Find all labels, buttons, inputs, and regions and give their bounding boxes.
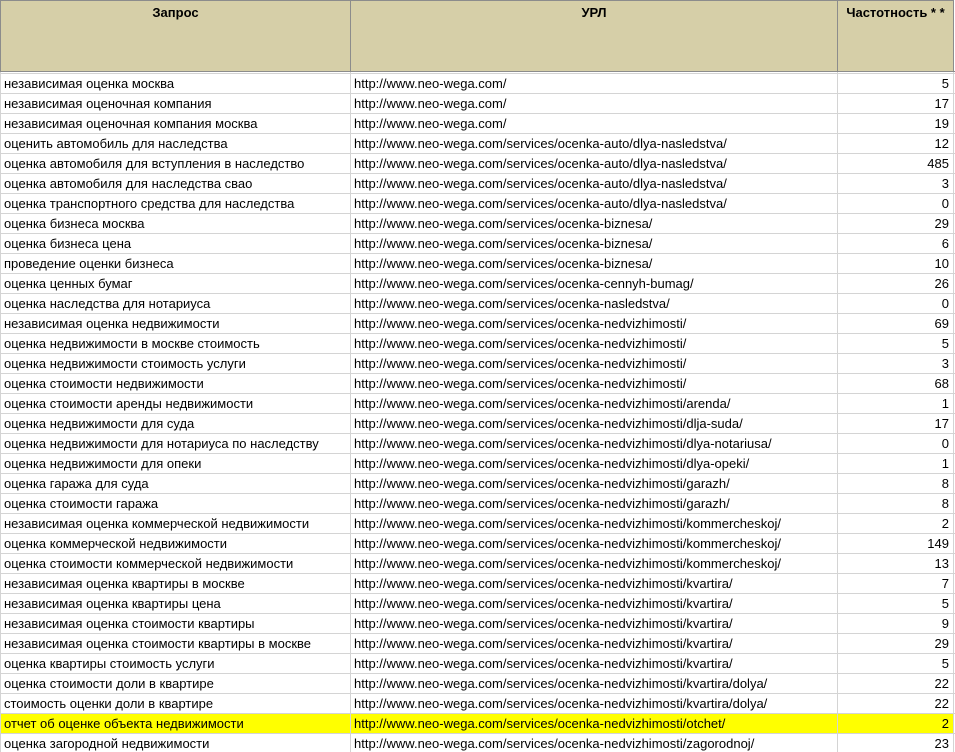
frequency-cell[interactable]: 69 [838,314,954,334]
url-cell[interactable]: http://www.neo-wega.com/services/ocenka-nedvizhimosti/kommercheskoj/ [351,554,838,574]
table-row [1,534,955,554]
frequency-cell[interactable]: 7 [838,574,954,594]
url-cell[interactable]: http://www.neo-wega.com/services/ocenka-nedvizhimosti/ [351,374,838,394]
query-cell[interactable]: оценка недвижимости для опеки [1,454,351,474]
url-cell[interactable]: http://www.neo-wega.com/services/ocenka-auto/dlya-nasledstva/ [351,134,838,154]
query-cell[interactable]: оценка бизнеса москва [1,214,351,234]
frequency-cell[interactable]: 149 [838,534,954,554]
frequency-cell[interactable]: 3 [838,354,954,374]
table-row [1,114,955,134]
table-row [1,374,955,394]
frequency-cell[interactable]: 22 [838,694,954,714]
frequency-cell[interactable]: 17 [838,414,954,434]
query-cell[interactable]: стоимость оценки доли в квартире [1,694,351,714]
query-cell[interactable]: оценка ценных бумаг [1,274,351,294]
table-row [1,514,955,534]
url-cell[interactable]: http://www.neo-wega.com/services/ocenka-nedvizhimosti/kvartira/ [351,654,838,674]
query-cell[interactable]: независимая оценка недвижимости [1,314,351,334]
header-frequency-label: Частотность * * [846,4,945,20]
url-cell[interactable]: http://www.neo-wega.com/services/ocenka-nasledstva/ [351,294,838,314]
query-cell[interactable]: оценка бизнеса цена [1,234,351,254]
frequency-cell[interactable]: 8 [838,494,954,514]
query-cell[interactable]: оценить автомобиль для наследства [1,134,351,154]
query-cell[interactable]: независимая оценка квартиры цена [1,594,351,614]
frequency-cell[interactable]: 0 [838,194,954,214]
query-cell[interactable]: оценка загородной недвижимости [1,734,351,752]
frequency-cell[interactable]: 29 [838,634,954,654]
frequency-cell[interactable]: 2 [838,514,954,534]
table-row [1,634,955,654]
frequency-cell[interactable]: 2 [838,714,954,734]
url-cell[interactable]: http://www.neo-wega.com/services/ocenka-nedvizhimosti/kvartira/ [351,614,838,634]
frequency-cell[interactable]: 485 [838,154,954,174]
table-row [1,574,955,594]
frequency-cell[interactable]: 5 [838,594,954,614]
url-cell[interactable]: http://www.neo-wega.com/services/ocenka-nedvizhimosti/dlya-notariusa/ [351,434,838,454]
url-cell[interactable]: http://www.neo-wega.com/services/ocenka-nedvizhimosti/ [351,354,838,374]
header-row [1,1,955,72]
table-row [1,294,955,314]
header-cell-query[interactable] [1,1,351,72]
frequency-cell[interactable]: 1 [838,454,954,474]
query-cell[interactable]: независимая оценка стоимости квартиры [1,614,351,634]
frequency-cell[interactable]: 17 [838,94,954,114]
header-cell-frequency[interactable] [838,1,954,72]
query-cell[interactable]: независимая оценка москва [1,74,351,94]
table-row [1,354,955,374]
frequency-cell[interactable]: 19 [838,114,954,134]
url-cell[interactable]: http://www.neo-wega.com/services/ocenka-nedvizhimosti/dlya-opeki/ [351,454,838,474]
table-row [1,194,955,214]
url-cell[interactable]: http://www.neo-wega.com/services/ocenka-biznesa/ [351,214,838,234]
query-cell[interactable]: оценка транспортного средства для наследства [1,194,351,214]
table-row [1,474,955,494]
query-cell[interactable]: оценка квартиры стоимость услуги [1,654,351,674]
query-cell[interactable]: оценка гаража для суда [1,474,351,494]
query-cell[interactable]: оценка стоимости гаража [1,494,351,514]
header-url-label: УРЛ [581,4,607,20]
url-cell[interactable]: http://www.neo-wega.com/services/ocenka-nedvizhimosti/kvartira/ [351,574,838,594]
url-cell[interactable]: http://www.neo-wega.com/services/ocenka-nedvizhimosti/dlja-suda/ [351,414,838,434]
url-cell[interactable]: http://www.neo-wega.com/services/ocenka-auto/dlya-nasledstva/ [351,174,838,194]
frequency-cell[interactable]: 22 [838,674,954,694]
url-cell[interactable]: http://www.neo-wega.com/services/ocenka-nedvizhimosti/kvartira/dolya/ [351,674,838,694]
query-cell[interactable]: оценка недвижимости в москве стоимость [1,334,351,354]
frequency-cell[interactable]: 5 [838,74,954,94]
table-row [1,334,955,354]
query-cell[interactable]: оценка коммерческой недвижимости [1,534,351,554]
table-row [1,174,955,194]
query-cell[interactable]: оценка стоимости коммерческой недвижимости [1,554,351,574]
query-cell[interactable]: оценка недвижимости для нотариуса по наследству [1,434,351,454]
table-row [1,274,955,294]
table-row [1,154,955,174]
query-cell[interactable]: независимая оценка стоимости квартиры в москве [1,634,351,654]
url-cell[interactable]: http://www.neo-wega.com/services/ocenka-nedvizhimosti/otchet/ [351,714,838,734]
frequency-cell[interactable]: 68 [838,374,954,394]
query-cell[interactable]: проведение оценки бизнеса [1,254,351,274]
url-cell[interactable]: http://www.neo-wega.com/ [351,74,838,94]
table-row [1,314,955,334]
frequency-cell[interactable]: 10 [838,254,954,274]
url-cell[interactable]: http://www.neo-wega.com/services/ocenka-nedvizhimosti/garazh/ [351,474,838,494]
header-query-label: Запрос [152,4,199,20]
url-cell[interactable]: http://www.neo-wega.com/services/ocenka-auto/dlya-nasledstva/ [351,154,838,174]
frequency-cell[interactable]: 26 [838,274,954,294]
header-cell-url[interactable] [351,1,838,72]
query-cell[interactable]: независимая оценка коммерческой недвижимости [1,514,351,534]
table-row [1,674,955,694]
frequency-cell[interactable]: 1 [838,394,954,414]
frequency-cell[interactable]: 29 [838,214,954,234]
table-row [1,414,955,434]
query-cell[interactable]: оценка стоимости доли в квартире [1,674,351,694]
query-cell[interactable]: независимая оценочная компания [1,94,351,114]
url-cell[interactable]: http://www.neo-wega.com/ [351,114,838,134]
url-cell[interactable]: http://www.neo-wega.com/services/ocenka-auto/dlya-nasledstva/ [351,194,838,214]
frequency-cell[interactable]: 6 [838,234,954,254]
frequency-cell[interactable]: 5 [838,334,954,354]
url-cell[interactable]: http://www.neo-wega.com/services/ocenka-nedvizhimosti/zagorodnoj/ [351,734,838,752]
frequency-cell[interactable]: 5 [838,654,954,674]
table-row [1,134,955,154]
query-cell[interactable]: оценка стоимости недвижимости [1,374,351,394]
url-cell[interactable]: http://www.neo-wega.com/services/ocenka-nedvizhimosti/ [351,334,838,354]
table-row [1,234,955,254]
query-cell[interactable]: оценка автомобиля для вступления в наследство [1,154,351,174]
frequency-cell[interactable]: 8 [838,474,954,494]
table-body [1,72,955,752]
frequency-cell[interactable]: 0 [838,294,954,314]
table-row [1,594,955,614]
url-cell[interactable]: http://www.neo-wega.com/services/ocenka-nedvizhimosti/arenda/ [351,394,838,414]
url-cell[interactable]: http://www.neo-wega.com/services/ocenka-nedvizhimosti/kommercheskoj/ [351,534,838,554]
url-cell[interactable]: http://www.neo-wega.com/services/ocenka-biznesa/ [351,234,838,254]
table-row [1,74,955,94]
table-row [1,654,955,674]
table-row [1,454,955,474]
url-cell[interactable]: http://www.neo-wega.com/services/ocenka-cennyh-bumag/ [351,274,838,294]
table-row [1,694,955,714]
query-cell[interactable]: отчет об оценке объекта недвижимости [1,714,351,734]
query-cell[interactable]: независимая оценка квартиры в москве [1,574,351,594]
frequency-cell[interactable]: 0 [838,434,954,454]
url-cell[interactable]: http://www.neo-wega.com/services/ocenka-biznesa/ [351,254,838,274]
table-row [1,394,955,414]
query-cell[interactable]: оценка наследства для нотариуса [1,294,351,314]
table-row [1,94,955,114]
table-row [1,494,955,514]
query-cell[interactable]: оценка стоимости аренды недвижимости [1,394,351,414]
url-cell[interactable]: http://www.neo-wega.com/ [351,94,838,114]
table-row [1,254,955,274]
url-cell[interactable]: http://www.neo-wega.com/services/ocenka-nedvizhimosti/garazh/ [351,494,838,514]
table-row [1,614,955,634]
table-row [1,714,955,734]
table-header [1,1,955,72]
table-row [1,214,955,234]
frequency-cell[interactable]: 3 [838,174,954,194]
query-cell[interactable]: оценка автомобиля для наследства свао [1,174,351,194]
query-cell[interactable]: оценка недвижимости для суда [1,414,351,434]
table-row [1,434,955,454]
url-cell[interactable]: http://www.neo-wega.com/services/ocenka-nedvizhimosti/kvartira/ [351,594,838,614]
frequency-cell[interactable]: 12 [838,134,954,154]
frequency-cell[interactable]: 23 [838,734,954,752]
table-row [1,734,955,752]
frequency-cell[interactable]: 9 [838,614,954,634]
frequency-cell[interactable]: 13 [838,554,954,574]
url-cell[interactable]: http://www.neo-wega.com/services/ocenka-nedvizhimosti/kommercheskoj/ [351,514,838,534]
url-cell[interactable]: http://www.neo-wega.com/services/ocenka-nedvizhimosti/kvartira/ [351,634,838,654]
url-cell[interactable]: http://www.neo-wega.com/services/ocenka-nedvizhimosti/ [351,314,838,334]
query-cell[interactable]: оценка недвижимости стоимость услуги [1,354,351,374]
table-row [1,554,955,574]
url-cell[interactable]: http://www.neo-wega.com/services/ocenka-nedvizhimosti/kvartira/dolya/ [351,694,838,714]
query-cell[interactable]: независимая оценочная компания москва [1,114,351,134]
